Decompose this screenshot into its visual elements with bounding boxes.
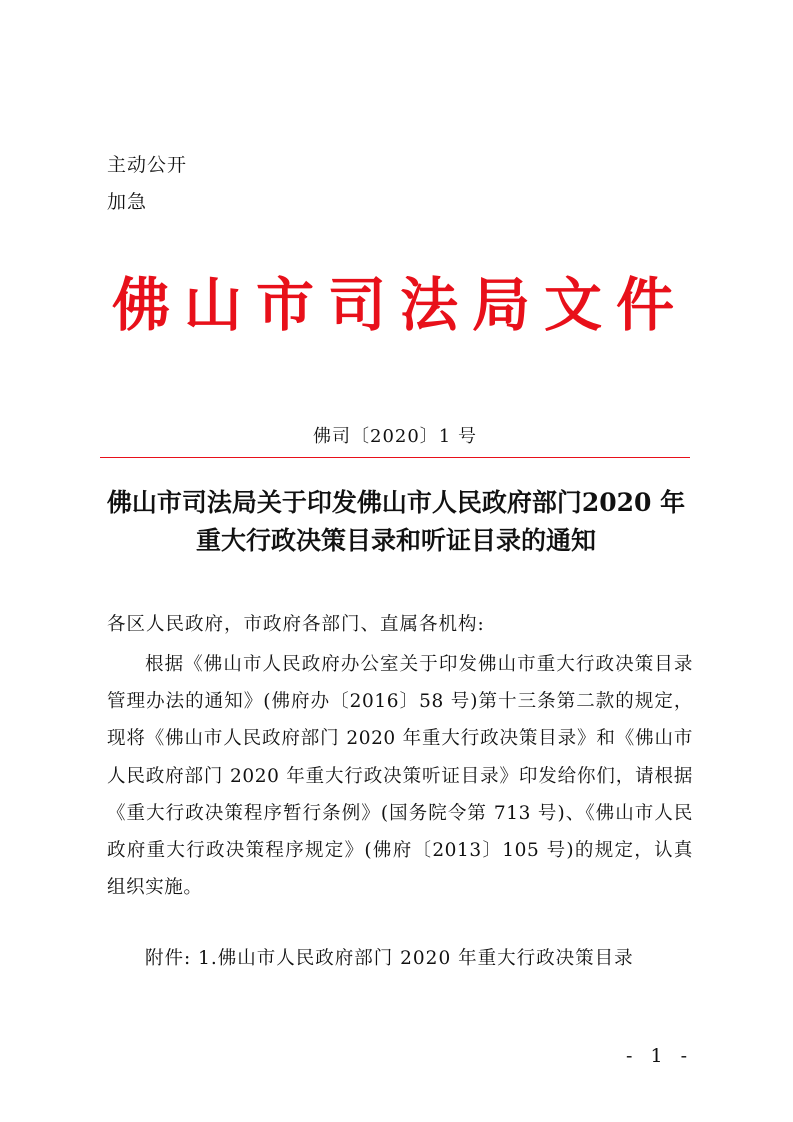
document-number: 佛司〔2020〕1 号 xyxy=(313,426,477,447)
urgency-label: 加急 xyxy=(107,191,148,213)
title-line-2: 重大行政决策目录和听证目录的通知 xyxy=(195,526,596,555)
header-divider xyxy=(100,457,690,458)
attachment-line: 附件: 1.佛山市人民政府部门 2020 年重大行政决策目录 xyxy=(145,948,634,969)
disclosure-label: 主动公开 xyxy=(107,154,188,176)
body-paragraph: 根据《佛山市人民政府办公室关于印发佛山市重大行政决策目录管理办法的通知》(佛府办〔2016〕58 号)第十三条第二款的规定，现将《佛山市人民政府部门 2020 年重大行政决策目录》和《佛山市人民政府部门 2020 年重大行政决策听证目录》印发给你们，请根据《重大行政决策程序暂行条例》(国务院令第 713 号)、《佛山市人民政府重大行政决策程序规定》(佛府〔2013〕105 号)的规定，认真组织实施。 xyxy=(107,654,693,899)
title-line-1: 佛山市司法局关于印发佛山市人民政府部门2020 年 xyxy=(106,488,686,517)
issuer-header: 佛山市司法局文件 xyxy=(111,271,688,339)
salutation: 各区人民政府，市政府各部门、直属各机构: xyxy=(107,614,485,635)
page-number: - 1 - xyxy=(625,1045,693,1067)
document-title xyxy=(90,484,702,560)
